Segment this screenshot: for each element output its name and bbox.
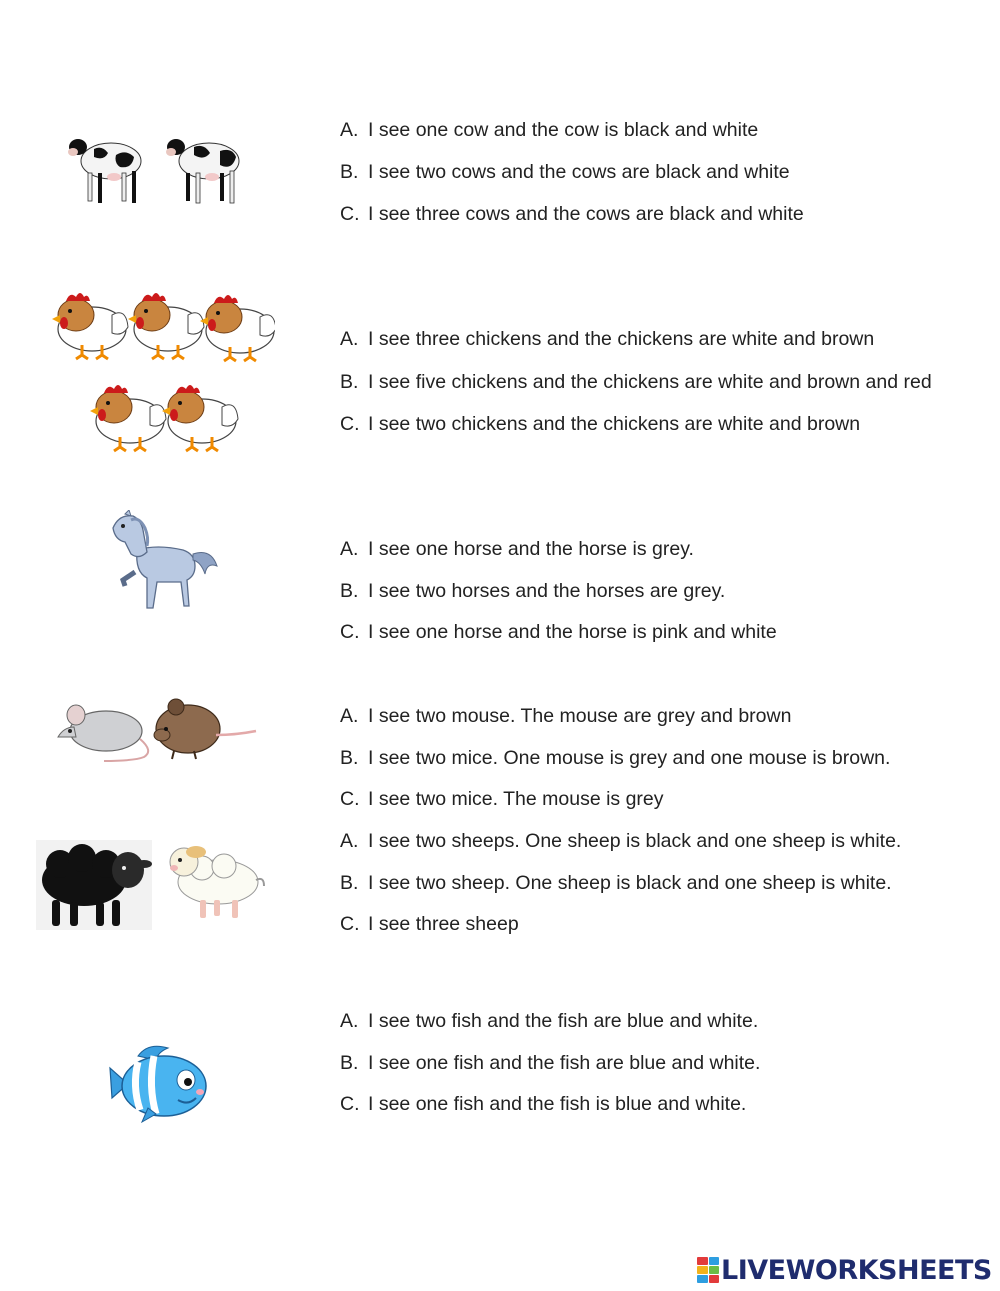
option-letter: A. — [340, 119, 359, 141]
option-letter: B. — [340, 747, 359, 769]
option-text: I see three cows and the cows are black and white — [368, 203, 804, 225]
black-sheep-icon — [36, 840, 152, 930]
option-text: I see three sheep — [368, 913, 519, 935]
question-6-option-a[interactable] — [340, 1009, 758, 1033]
option-letter: B. — [340, 371, 359, 393]
option-text: I see three chickens and the chickens are white and brown — [368, 328, 875, 350]
white-sheep-icon — [170, 846, 264, 918]
question-3-option-a[interactable] — [340, 537, 694, 561]
question-5-option-b[interactable] — [340, 871, 892, 895]
question-4-option-b[interactable] — [340, 746, 890, 770]
horse-icon — [113, 510, 217, 608]
question-1-option-c[interactable] — [340, 202, 804, 226]
mice-picture — [56, 695, 258, 767]
chickens-picture — [50, 285, 275, 455]
question-4-option-a[interactable] — [340, 704, 791, 728]
brown-mouse-icon — [154, 699, 256, 759]
option-letter: B. — [340, 1052, 359, 1074]
option-letter: C. — [340, 413, 360, 435]
option-text: I see two sheeps. One sheep is black and one sheep is white. — [368, 830, 902, 852]
question-5-option-a[interactable] — [340, 829, 901, 853]
chicken-icon — [128, 293, 204, 359]
option-text: I see two mice. The mouse is grey — [368, 788, 664, 810]
option-text: I see one fish and the fish is blue and white. — [368, 1093, 747, 1115]
option-letter: C. — [340, 203, 360, 225]
cows-picture — [66, 125, 258, 211]
option-text: I see two sheep. One sheep is black and one sheep is white. — [368, 872, 892, 894]
option-letter: C. — [340, 913, 360, 935]
chicken-icon — [162, 385, 238, 451]
option-text: I see two mice. One mouse is grey and one mouse is brown. — [368, 747, 891, 769]
option-text: I see one horse and the horse is grey. — [368, 538, 694, 560]
question-2-option-a[interactable] — [340, 327, 874, 351]
option-letter: B. — [340, 580, 359, 602]
question-2-option-c[interactable] — [340, 412, 860, 436]
option-letter: A. — [340, 830, 359, 852]
horse-picture — [105, 510, 220, 612]
chicken-icon — [52, 293, 128, 359]
option-text: I see two fish and the fish are blue and white. — [368, 1010, 759, 1032]
fish-icon — [110, 1046, 206, 1122]
question-2-option-b[interactable] — [340, 370, 932, 394]
option-letter: A. — [340, 705, 359, 727]
question-3-option-c[interactable] — [340, 620, 777, 644]
liveworksheets-logo — [697, 1253, 992, 1287]
cow-icon — [68, 139, 141, 203]
cow-icon — [166, 139, 239, 203]
option-letter: A. — [340, 538, 359, 560]
option-text: I see one horse and the horse is pink and white — [368, 621, 777, 643]
option-letter: A. — [340, 328, 359, 350]
liveworksheets-logo-icon — [697, 1257, 719, 1283]
sheep-picture — [36, 840, 268, 932]
question-6-option-b[interactable] — [340, 1051, 760, 1075]
question-3-option-b[interactable] — [340, 579, 725, 603]
option-text: I see two horses and the horses are grey. — [368, 580, 726, 602]
question-6-option-c[interactable] — [340, 1092, 746, 1116]
option-letter: C. — [340, 1093, 360, 1115]
question-5-option-c[interactable] — [340, 912, 519, 936]
option-text: I see one cow and the cow is black and white — [368, 119, 759, 141]
option-letter: C. — [340, 788, 360, 810]
brand-name: LIVEWORKSHEETS — [721, 1254, 992, 1286]
option-text: I see one fish and the fish are blue and white. — [368, 1052, 761, 1074]
option-letter: B. — [340, 161, 359, 183]
option-text: I see five chickens and the chickens are white and brown and red — [368, 371, 932, 393]
option-text: I see two cows and the cows are black and white — [368, 161, 790, 183]
question-1-option-a[interactable] — [340, 118, 758, 142]
chicken-icon — [200, 295, 275, 361]
option-text: I see two chickens and the chickens are white and brown — [368, 413, 861, 435]
option-letter: B. — [340, 872, 359, 894]
option-text: I see two mouse. The mouse are grey and brown — [368, 705, 792, 727]
chicken-icon — [90, 385, 166, 451]
option-letter: C. — [340, 621, 360, 643]
option-letter: A. — [340, 1010, 359, 1032]
question-1-option-b[interactable] — [340, 160, 790, 184]
question-4-option-c[interactable] — [340, 787, 664, 811]
grey-mouse-icon — [58, 705, 148, 761]
fish-picture — [108, 1042, 210, 1124]
